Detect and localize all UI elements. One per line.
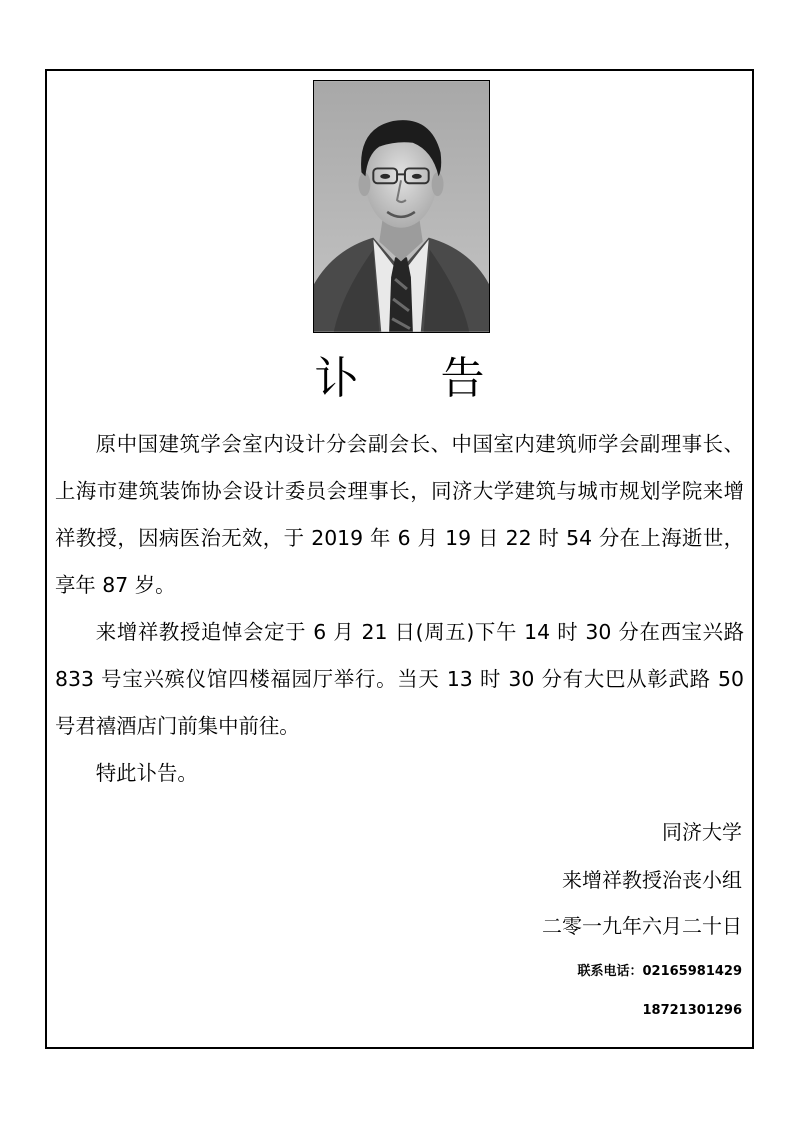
contact-phone-2: 18721301296 [642, 1003, 742, 1018]
paragraph-announcement: 原中国建筑学会室内设计分会副会长、中国室内建筑师学会副理事长、上海市建筑装饰协会设计委员会理事长，同济大学建筑与城市规划学院来增祥教授，因病医治无效，于 2019 年 6 月 19 日 22 时 54 分在上海逝世，享年 87 岁。 [55, 432, 744, 597]
obituary-frame [45, 69, 754, 1049]
signature-org: 同济大学 [662, 820, 742, 844]
paragraph-closing: 特此讣告。 [95, 761, 198, 785]
portrait-photo [313, 80, 490, 333]
signature-date: 二零一九年六月二十日 [542, 914, 742, 938]
page-title: 讣 告 [314, 353, 519, 404]
signature-committee: 来增祥教授治丧小组 [562, 868, 742, 892]
portrait-icon [314, 81, 489, 332]
obituary-body [55, 421, 744, 797]
paragraph-memorial: 来增祥教授追悼会定于 6 月 21 日(周五)下午 14 时 30 分在西宝兴路 833 号宝兴殡仪馆四楼福园厅举行。当天 13 时 30 分有大巴从彰武路 50 号君禧酒店门前集中前往。 [55, 620, 744, 738]
contact-phone-1: 联系电话：02165981429 [577, 964, 742, 979]
